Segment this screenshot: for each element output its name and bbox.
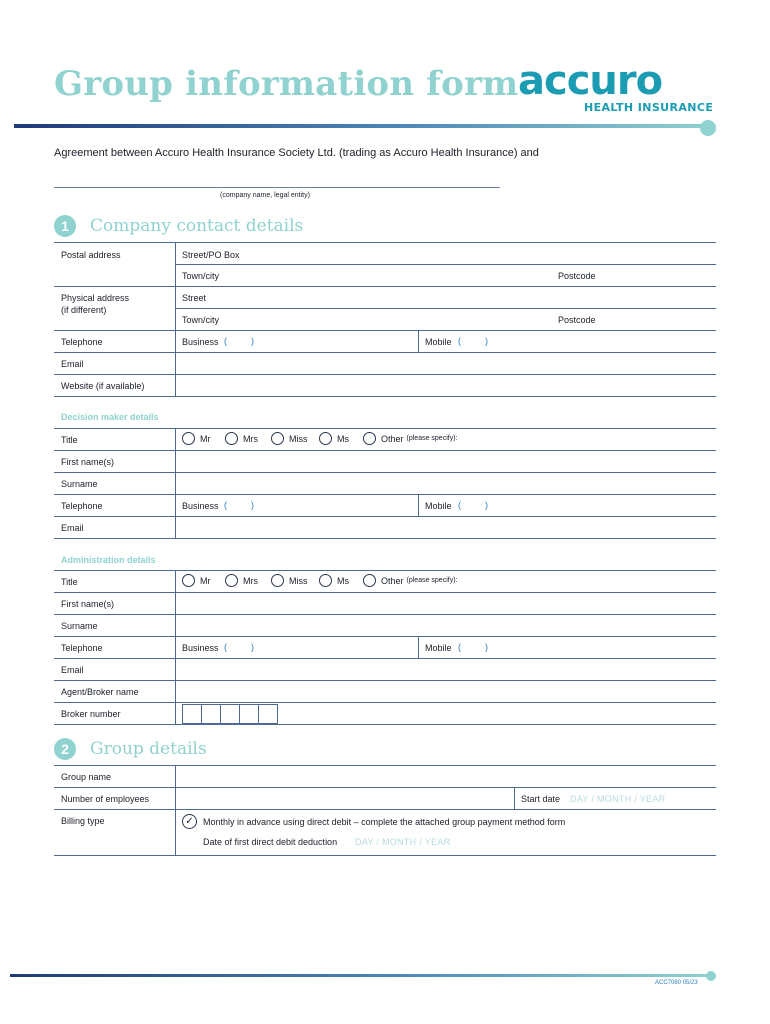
- radio-button[interactable]: [363, 432, 376, 445]
- admin-first-names-label: First name(s): [61, 599, 115, 609]
- decision-maker-heading: Decision maker details: [61, 412, 159, 422]
- dm-title-ms[interactable]: Ms: [319, 432, 363, 445]
- column-divider: [175, 428, 176, 538]
- row-divider: [54, 855, 716, 856]
- radio-button[interactable]: [363, 574, 376, 587]
- radio-button[interactable]: [271, 432, 284, 445]
- logo-wordmark: accuro: [518, 58, 663, 104]
- dm-telephone-label: Telephone: [61, 501, 103, 511]
- start-date-label: Start date: [521, 794, 561, 804]
- form-code: ACC7060 05/23: [655, 980, 698, 986]
- admin-telephone-label: Telephone: [61, 643, 103, 653]
- broker-number-digit[interactable]: [239, 704, 259, 724]
- paren-open: (: [458, 500, 461, 510]
- broker-number-digit[interactable]: [201, 704, 221, 724]
- billing-option-text: Monthly in advance using direct debit – complete the attached group payment method form: [203, 817, 566, 827]
- dm-title-miss[interactable]: Miss: [271, 432, 319, 445]
- admin-title-label: Title: [61, 577, 78, 587]
- row-divider: [54, 396, 716, 397]
- section-title: Group details: [90, 739, 207, 759]
- broker-number-digit[interactable]: [220, 704, 240, 724]
- row-divider: [54, 787, 716, 788]
- column-divider: [418, 636, 419, 658]
- postal-address-label: Postal address: [61, 250, 121, 260]
- physical-address-label: Physical address: [61, 293, 130, 303]
- paren-close: ): [485, 642, 488, 652]
- telephone-label: Telephone: [61, 337, 103, 347]
- row-divider: [54, 680, 716, 681]
- column-divider: [175, 242, 176, 396]
- admin-email-label: Email: [61, 665, 84, 675]
- dm-first-names-label: First name(s): [61, 457, 115, 467]
- footer-rule-dot: [706, 971, 716, 981]
- radio-button[interactable]: [319, 432, 332, 445]
- admin-business-phone-field[interactable]: Business: [182, 643, 219, 653]
- dm-business-phone-field[interactable]: Business: [182, 501, 219, 511]
- row-divider: [54, 658, 716, 659]
- row-divider: [54, 428, 716, 429]
- radio-button[interactable]: [182, 432, 195, 445]
- street-po-box-field[interactable]: Street/PO Box: [182, 250, 240, 260]
- column-divider: [418, 330, 419, 352]
- paren-close: ): [251, 500, 254, 510]
- admin-title-ms[interactable]: Ms: [319, 574, 363, 587]
- row-divider: [54, 614, 716, 615]
- email-label: Email: [61, 359, 84, 369]
- billing-option-check-icon[interactable]: ✓: [182, 814, 197, 829]
- row-divider: [175, 308, 716, 309]
- radio-button[interactable]: [319, 574, 332, 587]
- broker-number-digit[interactable]: [258, 704, 278, 724]
- row-divider: [54, 538, 716, 539]
- street-field[interactable]: Street: [182, 293, 207, 303]
- paren-close: ): [485, 336, 488, 346]
- start-date-field[interactable]: DAY / MONTH / YEAR: [570, 794, 666, 804]
- company-name-caption: (company name, legal entity): [220, 192, 310, 199]
- section-number: 2: [54, 738, 76, 760]
- radio-button[interactable]: [182, 574, 195, 587]
- admin-title-mrs[interactable]: Mrs: [225, 574, 271, 587]
- dm-title-mrs[interactable]: Mrs: [225, 432, 271, 445]
- admin-title-mr[interactable]: Mr: [182, 574, 225, 587]
- dm-surname-label: Surname: [61, 479, 98, 489]
- mobile-phone-field[interactable]: Mobile: [425, 337, 452, 347]
- row-divider: [54, 494, 716, 495]
- admin-title-miss[interactable]: Miss: [271, 574, 319, 587]
- radio-button[interactable]: [271, 574, 284, 587]
- number-of-employees-label: Number of employees: [61, 794, 150, 804]
- paren-open: (: [458, 642, 461, 652]
- physical-town-city-field[interactable]: Town/city: [182, 315, 220, 325]
- header-rule-dot: [700, 120, 716, 136]
- admin-title-other[interactable]: Other (please specify):: [363, 574, 457, 587]
- admin-surname-label: Surname: [61, 621, 98, 631]
- row-divider: [54, 724, 716, 725]
- row-divider: [54, 450, 716, 451]
- broker-number-label: Broker number: [61, 709, 121, 719]
- dm-email-label: Email: [61, 523, 84, 533]
- broker-number-digit[interactable]: [182, 704, 202, 724]
- column-divider: [514, 787, 515, 809]
- form-title: Group information form: [54, 64, 519, 104]
- row-divider: [54, 330, 716, 331]
- admin-mobile-phone-field[interactable]: Mobile: [425, 643, 452, 653]
- paren-open: (: [458, 336, 461, 346]
- administration-heading: Administration details: [61, 555, 156, 565]
- row-divider: [54, 516, 716, 517]
- agreement-text: Agreement between Accuro Health Insurance Society Ltd. (trading as Accuro Health Insurance) and: [54, 147, 539, 159]
- paren-close: ): [251, 336, 254, 346]
- row-divider: [54, 472, 716, 473]
- paren-close: ): [485, 500, 488, 510]
- broker-number-boxes: [182, 704, 277, 724]
- logo-subtext: HEALTH INSURANCE: [584, 101, 714, 114]
- agent-broker-name-label: Agent/Broker name: [61, 687, 139, 697]
- physical-postcode-field[interactable]: Postcode: [558, 315, 596, 325]
- column-divider: [418, 494, 419, 516]
- section-1-header: [54, 213, 303, 239]
- row-divider: [54, 636, 716, 637]
- dm-title-other[interactable]: Other (please specify):: [363, 432, 457, 445]
- row-divider: [54, 702, 716, 703]
- dm-title-label: Title: [61, 435, 78, 445]
- paren-open: (: [224, 336, 227, 346]
- row-divider: [54, 592, 716, 593]
- billing-type-label: Billing type: [61, 816, 105, 826]
- row-divider: [54, 352, 716, 353]
- company-name-field[interactable]: [54, 187, 500, 188]
- business-phone-field[interactable]: Business: [182, 337, 219, 347]
- column-divider: [175, 570, 176, 724]
- dm-mobile-phone-field[interactable]: Mobile: [425, 501, 452, 511]
- row-divider: [54, 242, 716, 243]
- dm-title-options: [182, 432, 457, 445]
- accuro-logo: [518, 58, 718, 114]
- postal-town-city-field[interactable]: Town/city: [182, 271, 220, 281]
- admin-title-options: [182, 574, 457, 587]
- radio-button[interactable]: [225, 574, 238, 587]
- section-number: 1: [54, 215, 76, 237]
- row-divider: [175, 264, 716, 265]
- row-divider: [54, 374, 716, 375]
- if-different-label: (if different): [61, 305, 107, 315]
- dm-title-mr[interactable]: Mr: [182, 432, 225, 445]
- section-2-header: [54, 736, 207, 762]
- row-divider: [54, 570, 716, 571]
- section-title: Company contact details: [90, 216, 304, 236]
- paren-open: (: [224, 500, 227, 510]
- group-name-label: Group name: [61, 772, 112, 782]
- first-debit-date-field[interactable]: DAY / MONTH / YEAR: [355, 837, 451, 847]
- website-label: Website (if available): [61, 381, 145, 391]
- postal-postcode-field[interactable]: Postcode: [558, 271, 596, 281]
- first-debit-date-label: Date of first direct debit deduction: [203, 837, 338, 847]
- row-divider: [54, 765, 716, 766]
- footer-rule: [10, 974, 710, 977]
- paren-open: (: [224, 642, 227, 652]
- column-divider: [175, 765, 176, 855]
- radio-button[interactable]: [225, 432, 238, 445]
- row-divider: [54, 809, 716, 810]
- paren-close: ): [251, 642, 254, 652]
- header-rule: [14, 124, 714, 128]
- row-divider: [54, 286, 716, 287]
